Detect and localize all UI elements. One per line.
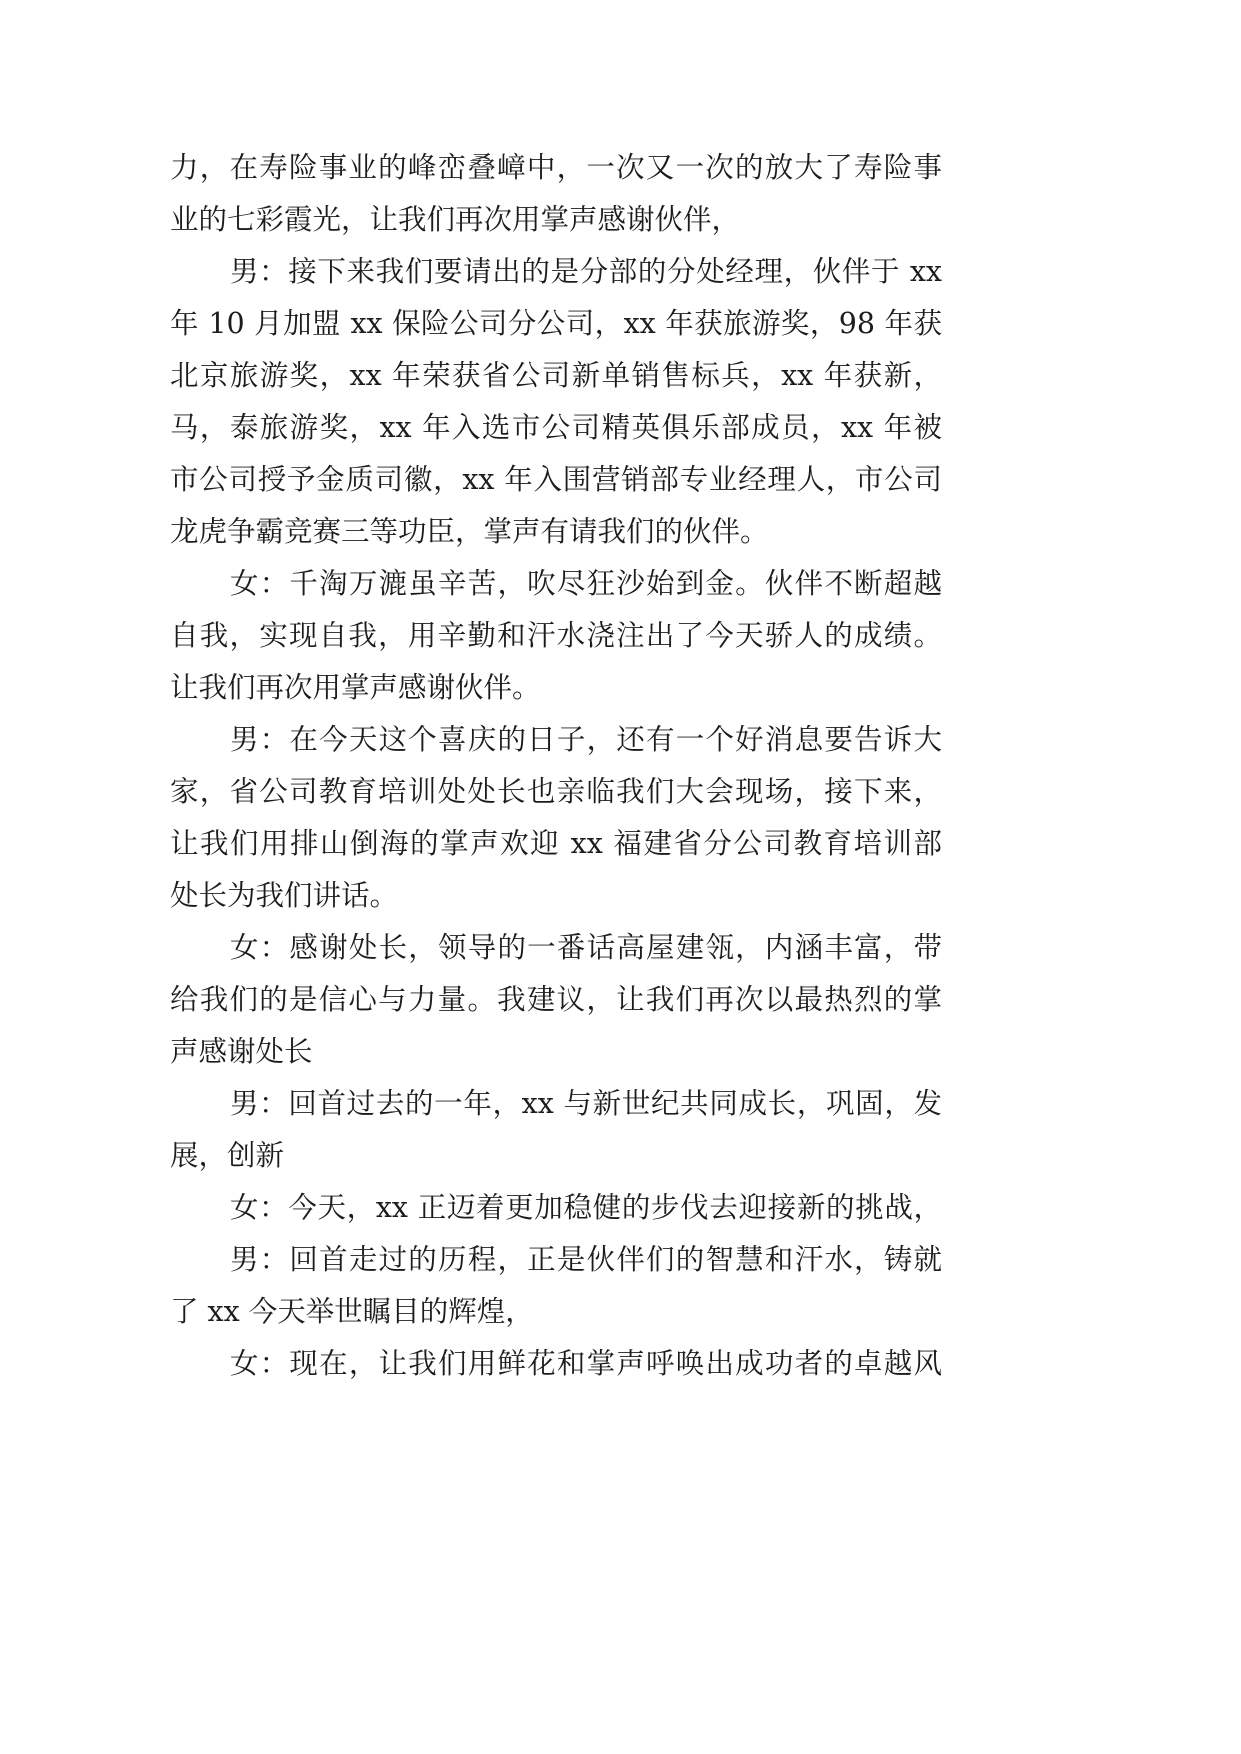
text-line: 业的七彩霞光，让我们再次用掌声感谢伙伴， [170, 203, 741, 236]
paragraph-male-journey [170, 1234, 942, 1338]
text-line: 男：接下来我们要请出的是分部的分处经理，伙伴于 xx [230, 255, 942, 288]
text-line: 了 xx 今天举世瞩目的辉煌， [170, 1295, 534, 1328]
text-line: 力，在寿险事业的峰峦叠嶂中，一次又一次的放大了寿险事 [170, 151, 942, 184]
text-line: 市公司授予金质司徽，xx 年入围营销部专业经理人，市公司 [170, 463, 942, 496]
text-line: 年 10 月加盟 xx 保险公司分公司，xx 年获旅游奖，98 年获 [170, 307, 942, 340]
text-line: 女：感谢处长，领导的一番话高屋建瓴，内涵丰富，带 [230, 931, 942, 964]
text-line: 男：回首过去的一年，xx 与新世纪共同成长，巩固，发 [230, 1087, 942, 1120]
text-line: 处长为我们讲话。 [170, 879, 399, 912]
text-line: 让我们再次用掌声感谢伙伴。 [170, 671, 541, 704]
text-line: 女：现在，让我们用鲜花和掌声呼唤出成功者的卓越风 [230, 1347, 942, 1380]
text-line: 龙虎争霸竞赛三等功臣，掌声有请我们的伙伴。 [170, 515, 769, 548]
text-line: 男：在今天这个喜庆的日子，还有一个好消息要告诉大 [230, 723, 942, 756]
text-line: 马，泰旅游奖，xx 年入选市公司精英俱乐部成员，xx 年被 [170, 411, 942, 444]
paragraph-female-thanks-director [170, 922, 942, 1078]
text-line: 男：回首走过的历程，正是伙伴们的智慧和汗水，铸就 [230, 1243, 942, 1276]
paragraph-continuation [170, 142, 942, 246]
paragraph-female-now [170, 1338, 942, 1390]
text-line: 给我们的是信心与力量。我建议，让我们再次以最热烈的掌 [170, 983, 942, 1016]
text-line: 让我们用排山倒海的掌声欢迎 xx 福建省分公司教育培训部 [170, 827, 942, 860]
paragraph-female-today [170, 1182, 942, 1234]
text-line: 展，创新 [170, 1139, 285, 1172]
paragraph-female-thanks-partner [170, 558, 942, 714]
text-line: 女：千淘万漉虽辛苦，吹尽狂沙始到金。伙伴不断超越 [230, 567, 942, 600]
paragraph-male-intro-manager [170, 246, 942, 558]
text-line: 自我，实现自我，用辛勤和汗水浇注出了今天骄人的成绩。 [170, 619, 942, 652]
paragraph-male-look-back [170, 1078, 942, 1182]
text-line: 北京旅游奖，xx 年荣获省公司新单销售标兵，xx 年获新， [170, 359, 942, 392]
text-line: 女：今天，xx 正迈着更加稳健的步伐去迎接新的挑战， [230, 1191, 942, 1224]
document-body [170, 142, 942, 1390]
paragraph-male-welcome-director [170, 714, 942, 922]
text-line: 声感谢处长 [170, 1035, 313, 1068]
text-line: 家，省公司教育培训处处长也亲临我们大会现场，接下来， [170, 775, 942, 808]
